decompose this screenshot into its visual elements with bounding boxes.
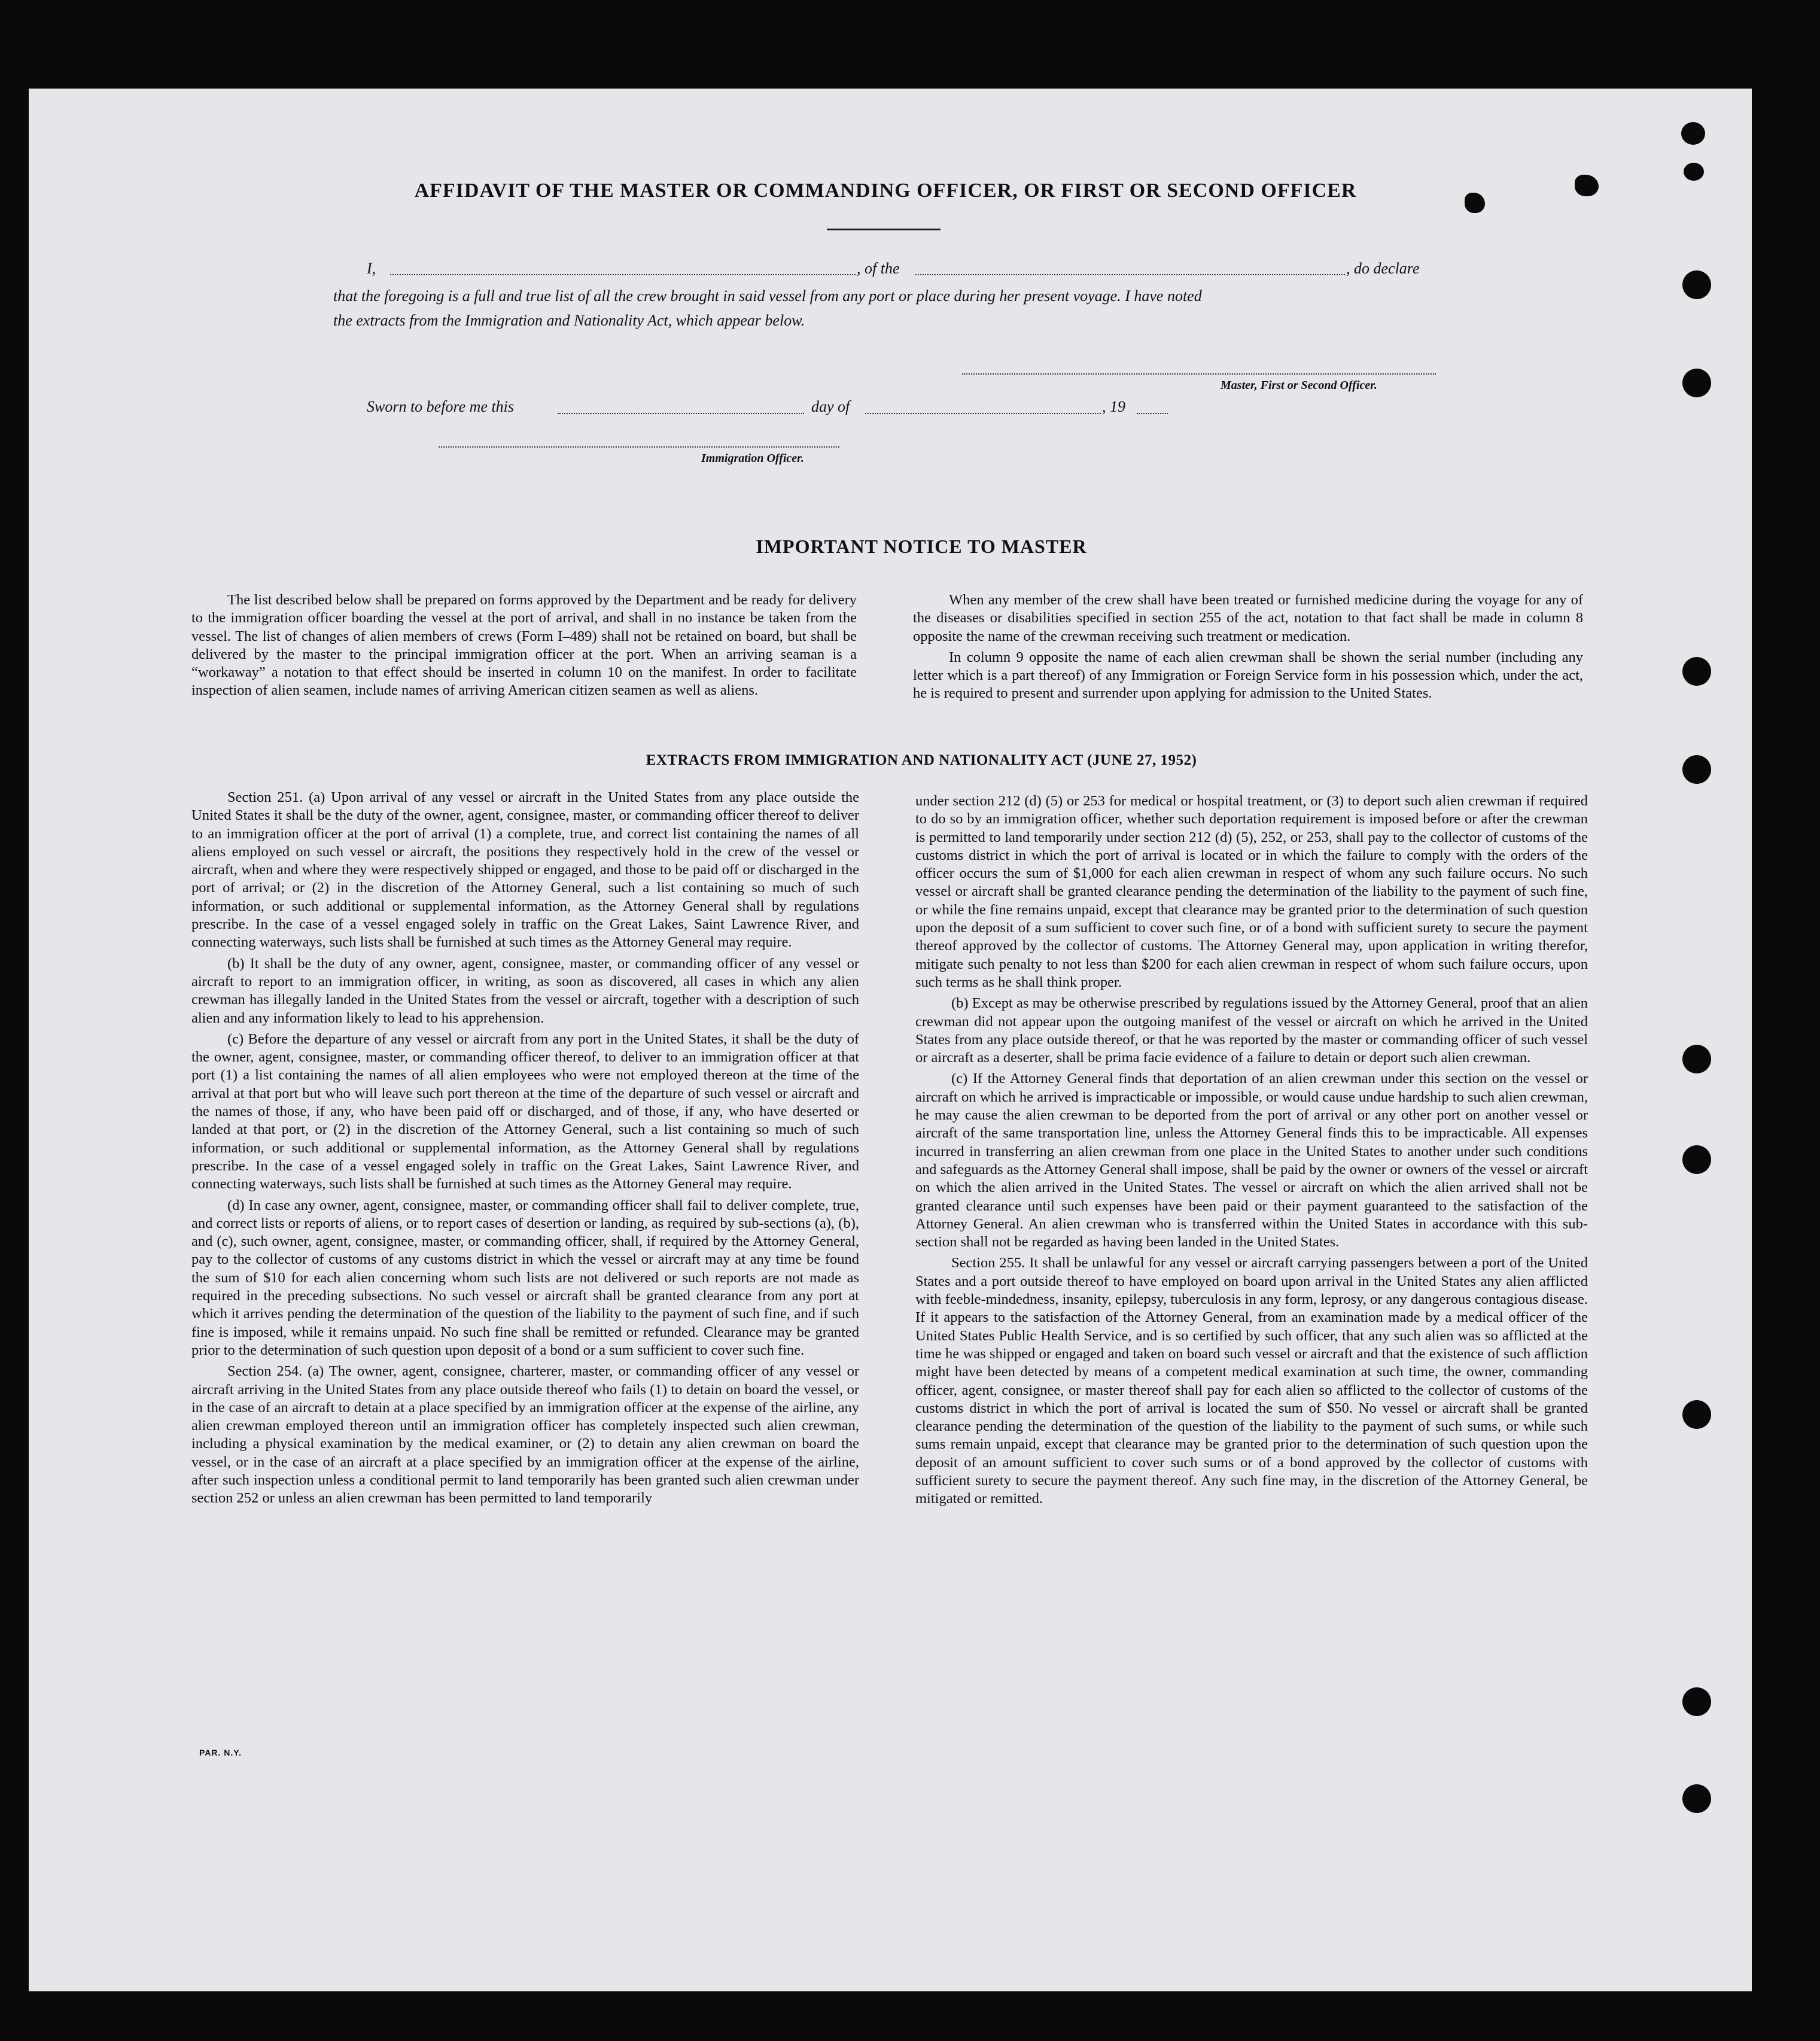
declarant-name-blank[interactable] <box>390 274 856 275</box>
day-of-label: day of <box>811 398 850 415</box>
sworn-day-blank[interactable] <box>558 413 804 414</box>
binder-hole <box>1682 1045 1711 1073</box>
section-254-a-continued: under section 212 (d) (5) or 253 for medical or hospital treatment, or (3) to deport such alien crewman if required to do so by an immigration officer, whether such deportation requirement is imposed before or after the crewman is permitted to land temporarily under section 212 (d) (5), 252, or 253, shall pay to the collector of customs of the customs district in which the port of arrival is located or in which the failure to comply with the orders of the officer occurs the sum of $1,000 for each alien crewman in respect of whom any such failure occurs. No such vessel or aircraft shall be granted clearance pending the determination of the liability to the payment of such fine, or while the fine remains unpaid, except that clearance may be granted prior to the determination of such question upon the deposit of a sum sufficient to cover such fine, or of a bond with sufficient surety to secure the payment thereof approved by the collector of customs. The Attorney General may, upon application in writing therefor, mitigate such penalty to not less than $200 for each alien crewman in respect of whom such failure occurs, upon such terms as he shall think proper. <box>915 793 1588 990</box>
section-251-a: Section 251. (a) Upon arrival of any vessel or aircraft in the United States from any place outside the United States it shall be the duty of the owner, agent, consignee, master, or commanding officer thereof to deliver to an immigration officer at the port of arrival (1) a complete, true, and correct list containing the names of all aliens employed on such vessel or aircraft, the positions they respectively hold in the crew of the vessel or aircraft, when and where they were respectively shipped or engaged, and those to be paid off or discharged in the port of arrival; or (2) in the discretion of the Attorney General, such a list containing so much of such information, or such additional or supplemental information, as the Attorney General shall by regulations prescribe. In the case of a vessel engaged solely in traffic on the Great Lakes, Saint Lawrence River, and connecting waterways, such lists shall be furnished at such times as the Attorney General may require. <box>191 789 859 951</box>
binder-hole <box>1682 1400 1711 1429</box>
printer-mark: PAR. N.Y. <box>199 1748 242 1757</box>
section-254-c: (c) If the Attorney General finds that deportation of an alien crewman under this section on the vessel or aircraft on which he arrived is impracticable or impossible, or would cause undue hardship to such alien crewman, he may cause the alien crewman to be deported from the port of arrival or any other port on another vessel or aircraft of the same transportation line, unless the Attorney General finds this to be impracticable. All expenses incurred in transferring an alien crewman from one place in the United States to another under such conditions and safeguards as the Attorney General shall impose, shall be paid by the owner or owners of the vessel or aircraft on which the alien arrived in the United States. The vessel or aircraft on which the alien arrived shall not be granted clearance until such expenses have been paid or their payment guaranteed to the satisfaction of the Attorney General. An alien crewman who is transferred within the United States in accordance with this sub-section shall not be regarded as having been landed in the United States. <box>915 1070 1588 1251</box>
officer-signature-line[interactable] <box>439 446 839 448</box>
section-254-b: (b) Except as may be otherwise prescribed by regulations issued by the Attorney General, proof that an alien crewman did not appear upon the outgoing manifest of the vessel or aircraft on which he arrived in the United States from any place outside thereof, or that he was reported by the master or commanding officer of such vessel or aircraft as a deserter, shall be prima facie evidence of a failure to detain or deport such alien crewman. <box>915 995 1588 1066</box>
vessel-label: , of the <box>857 260 900 277</box>
affidavit-title: AFFIDAVIT OF THE MASTER OR COMMANDING OFFICER, OR FIRST OR SECOND OFFICER <box>414 180 1357 202</box>
notice-title: IMPORTANT NOTICE TO MASTER <box>756 536 1087 557</box>
sworn-year-blank[interactable] <box>1137 413 1168 414</box>
binder-hole <box>1682 1784 1711 1813</box>
notice-left-column <box>191 591 857 703</box>
extracts-right-column <box>915 792 1588 1511</box>
declaration-text-line: the extracts from the Immigration and Nationality Act, which appear below. <box>333 312 805 329</box>
binder-hole <box>1682 1145 1711 1174</box>
vessel-name-blank[interactable] <box>915 274 1345 275</box>
notice-right-column <box>913 591 1583 706</box>
officer-signature-label: Immigration Officer. <box>701 452 804 465</box>
declaration-text-line: that the foregoing is a full and true list of all the crew brought in said vessel from any port or place during her present voyage. I have noted <box>333 287 1202 305</box>
binder-hole <box>1682 270 1711 299</box>
section-251-c: (c) Before the departure of any vessel or aircraft from any port in the United States, it shall be the duty of the owner, agent, consignee, master, or commanding officer thereof, to deliver to an immigration officer at that port (1) a list containing the names of all alien employees who were not employed thereon at the time of the arrival at that port but who will leave such port thereon at the time of the departure of such vessel or aircraft and the names of those, if any, who have been paid off or discharged, and of those, if any, who have deserted or landed at that port, or (2) in the discretion of the Attorney General, such a list containing so much of such information, or such additional or supplemental information, as the Attorney General shall by regulations prescribe. In the case of a vessel engaged solely in traffic on the Great Lakes, Saint Lawrence River, and connecting waterways, such lists shall be furnished at such times as the Attorney General may require. <box>191 1030 859 1193</box>
sworn-month-blank[interactable] <box>865 413 1101 414</box>
binder-hole <box>1682 1687 1711 1716</box>
section-254-a: Section 254. (a) The owner, agent, consignee, charterer, master, or commanding officer of any vessel or aircraft arriving in the United States from any place outside thereof who fails (1) to detain on board the vessel, or in the case of an aircraft to detain at a place specified by an immigration officer at the expense of the airline, any alien crewman employed thereon until an immigration officer has completely inspected such alien crewman, including a physical examination by the medical examiner, or (2) to detain any alien crewman on board the vessel, or in the case of an aircraft at a place specified by an immigration officer at the expense of the airline, after such inspection unless a conditional permit to land temporarily has been granted such alien crewman under section 252 or unless an alien crewman has been permitted to land temporarily <box>191 1363 859 1507</box>
do-declare-label: , do declare <box>1346 260 1420 277</box>
title-underline <box>827 229 941 230</box>
notice-paragraph: When any member of the crew shall have been treated or furnished medicine during the voyage for any of the diseases or disabilities specified in section 255 of the act, notation to that fact shall be made in column 8 opposite the name of the crewman receiving such treatment or medication. <box>913 592 1583 644</box>
notice-paragraph: In column 9 opposite the name of each alien crewman shall be shown the serial number (including any letter which is a part thereof) of any Immigration or Foreign Service form in his possession which, under the act, he is required to present and surrender upon applying for admission to the United States. <box>913 649 1583 702</box>
extracts-title: EXTRACTS FROM IMMIGRATION AND NATIONALITY ACT (JUNE 27, 1952) <box>646 752 1197 768</box>
sworn-label: Sworn to before me this <box>367 398 515 415</box>
binder-hole <box>1682 657 1711 686</box>
notice-paragraph: The list described below shall be prepared on forms approved by the Department and be ready for delivery to the immigration officer boarding the vessel at the port of arrival, and shall in no instance be taken from the vessel. The list of changes of alien members of crews (Form I–489) shall not be retained on board, but shall be delivered by the master to the principal immigration officer at the port. When an arriving seaman is a “workaway” a notation to that effect should be inserted in column 10 on the manifest. In order to facilitate inspection of alien seamen, include names of arriving American citizen seamen as well as aliens. <box>191 592 857 699</box>
section-255: Section 255. It shall be unlawful for any vessel or aircraft carrying passengers between a port of the United States and a port outside thereof to have employed on board upon arrival in the United States any alien afflicted with feeble-mindedness, insanity, epilepsy, tuberculosis in any form, leprosy, or any dangerous contagious disease. If it appears to the satisfaction of the Attorney General, from an examination made by a medical officer of the United States Public Health Service, and is so certified by such officer, that any such alien was so afflicted at the time he was shipped or engaged and taken on board such vessel or aircraft and that the existence of such affliction might have been detected by means of a competent medical examination at such time, the owner, commanding officer, agent, consignee, or master thereof shall pay for each alien so afflicted to the collector of customs of the customs district in which the port of arrival is located the sum of $50. No vessel or aircraft shall be granted clearance pending the determination of the question of the liability to the payment of such sums, or while such sums remain unpaid, except that clearance may be granted prior to the determination of such question upon the deposit of an amount sufficient to cover such sums or of a bond approved by the collector of customs with sufficient surety to secure the payment thereof. Any such fine may, in the discretion of the Attorney General, be mitigated or remitted. <box>915 1255 1588 1507</box>
declarant-label: I, <box>367 260 376 277</box>
section-251-d: (d) In case any owner, agent, consignee, master, or commanding officer shall fail to deliver complete, true, and correct lists or reports of aliens, or to report cases of desertion or landing, as required by sub-sections (a), (b), and (c), such owner, agent, consignee, master, or commanding officer, shall, if required by the Attorney General, pay to the collector of customs of any customs district in which the vessel or aircraft may at any time be found the sum of $10 for each alien concerning whom such lists are not delivered or such reports are not made as required in the preceding subsections. No such vessel or aircraft shall be granted clearance from any port at which it arrives pending the determination of the question of the liability to the payment of such fine, and if such fine is imposed, while it remains unpaid. No such fine shall be remitted or refunded. Clearance may be granted prior to the determination of such question upon deposit of a bond or a sum sufficient to cover such fine. <box>191 1197 859 1358</box>
binder-hole <box>1684 163 1704 181</box>
binder-hole <box>1681 122 1705 145</box>
binder-hole <box>1682 369 1711 397</box>
master-signature-line[interactable] <box>962 373 1436 375</box>
extracts-left-column <box>191 789 859 1511</box>
master-signature-label: Master, First or Second Officer. <box>1221 379 1377 392</box>
section-251-b: (b) It shall be the duty of any owner, agent, consignee, master, or commanding officer of any vessel or aircraft to report to an immigration officer, in writing, as soon as discovered, all cases in which any alien crewman has illegally landed in the United States from the vessel or aircraft, together with a description of such alien and any information likely to lead to his apprehension. <box>191 955 859 1026</box>
year-label: , 19 <box>1102 398 1125 415</box>
